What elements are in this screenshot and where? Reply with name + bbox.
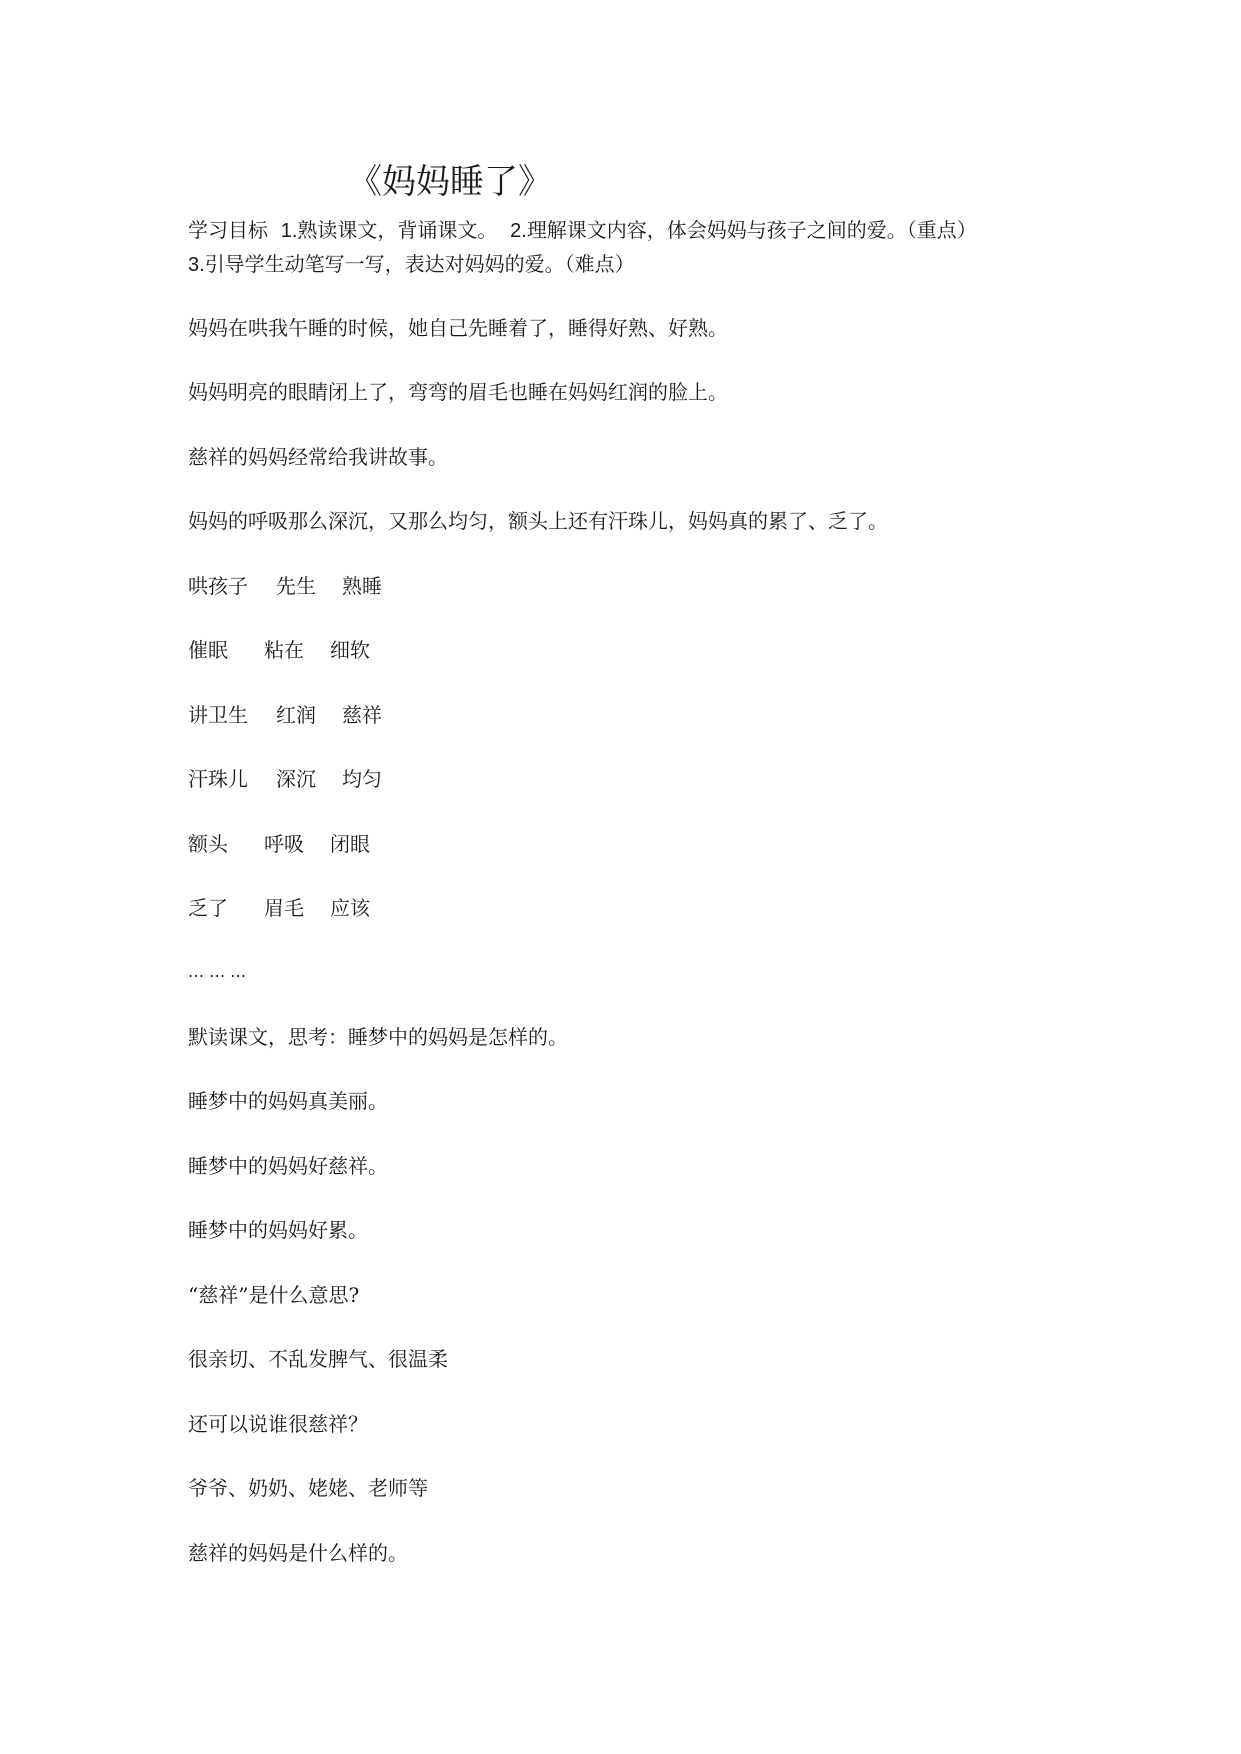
- objective-3-number: 3.: [188, 254, 205, 276]
- word: 深沉: [276, 767, 316, 791]
- document-title: 《妈妈睡了》: [348, 162, 552, 202]
- word: 熟睡: [342, 574, 382, 598]
- qa-line-4: 睡梦中的妈妈好累。: [188, 1218, 368, 1242]
- objective-3-text: 引导学生动笔写一写，表达对妈妈的爱。（难点）: [204, 252, 635, 276]
- objective-1-number: 1.: [280, 220, 298, 242]
- paragraph-3: 慈祥的妈妈经常给我讲故事。: [188, 445, 448, 469]
- word: 哄孩子: [188, 574, 248, 598]
- word: 粘在: [264, 638, 304, 662]
- word: 额头: [188, 832, 228, 856]
- objective-2-text: 理解课文内容，体会妈妈与孩子之间的爱。（重点）: [526, 218, 977, 242]
- word: 讲卫生: [188, 703, 248, 727]
- paragraph-2: 妈妈明亮的眼睛闭上了，弯弯的眉毛也睡在妈妈红润的脸上。: [188, 380, 728, 404]
- qa-line-9: 慈祥的妈妈是什么样的。: [188, 1541, 408, 1565]
- word: 汗珠儿: [188, 767, 248, 791]
- word: 催眠: [188, 638, 228, 662]
- qa-line-6: 很亲切、不乱发脾气、很温柔: [188, 1347, 448, 1371]
- word: 细软: [330, 638, 370, 662]
- qa-line-7: 还可以说谁很慈祥？: [188, 1412, 368, 1436]
- word: 应该: [330, 896, 370, 920]
- word-row-1: [188, 572, 382, 600]
- objective-2-number: 2.: [510, 220, 527, 242]
- word: 红润: [276, 703, 316, 727]
- word-row-5: [188, 830, 370, 858]
- ellipsis: … … …: [188, 962, 247, 981]
- word-row-4: [188, 765, 382, 793]
- word-row-2: [188, 636, 370, 664]
- word: 呼吸: [264, 832, 304, 856]
- qa-line-1: 默读课文，思考：睡梦中的妈妈是怎样的。: [188, 1025, 568, 1049]
- objectives-line-2: [188, 250, 635, 279]
- objective-1-text: 熟读课文，背诵课文。: [297, 218, 498, 242]
- paragraph-4: 妈妈的呼吸那么深沉，又那么均匀，额头上还有汗珠儿，妈妈真的累了、乏了。: [188, 509, 888, 533]
- word: 先生: [276, 574, 316, 598]
- paragraph-1: 妈妈在哄我午睡的时候，她自己先睡着了，睡得好熟、好熟。: [188, 316, 728, 340]
- qa-line-2: 睡梦中的妈妈真美丽。: [188, 1089, 388, 1113]
- qa-line-3: 睡梦中的妈妈好慈祥。: [188, 1154, 388, 1178]
- objectives-line-1: [188, 216, 977, 245]
- word: 眉毛: [264, 896, 304, 920]
- qa-line-5: “慈祥”是什么意思?: [188, 1283, 360, 1307]
- objectives-label: 学习目标: [188, 218, 268, 242]
- word: 慈祥: [342, 703, 382, 727]
- word: 均匀: [342, 767, 382, 791]
- word: 闭眼: [330, 832, 370, 856]
- qa-line-8: 爷爷、奶奶、姥姥、老师等: [188, 1476, 428, 1500]
- word-row-3: [188, 701, 382, 729]
- word: 乏了: [188, 896, 228, 920]
- word-row-6: [188, 894, 370, 922]
